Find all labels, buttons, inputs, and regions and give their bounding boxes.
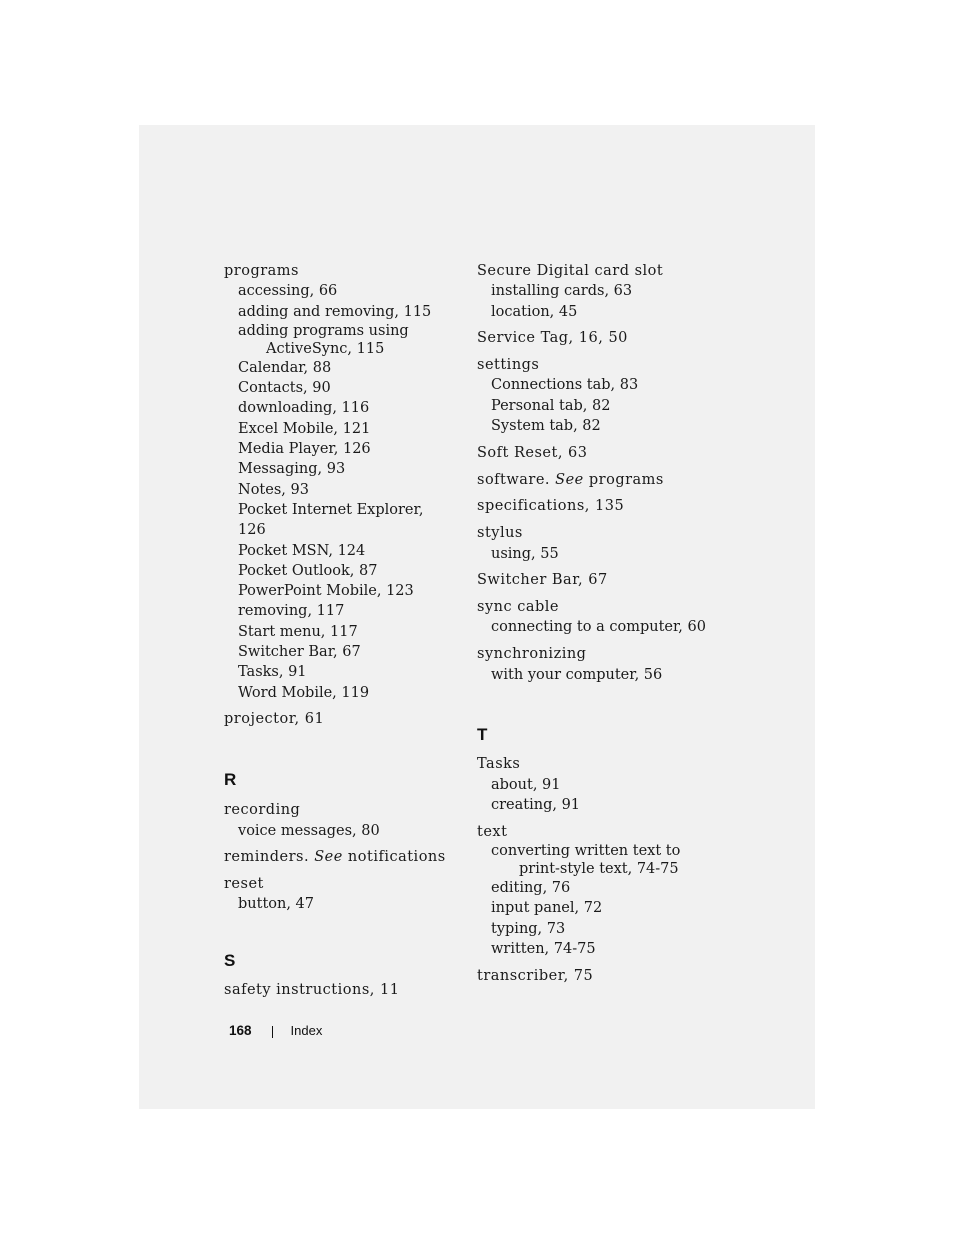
index-column-right (477, 261, 737, 993)
page-number: 168 (229, 1023, 252, 1038)
subentry: Pocket Internet Explorer, 126 (238, 501, 424, 539)
entry-heading: text (477, 823, 508, 840)
entry-heading: synchronizing (477, 646, 587, 663)
page-footer (229, 1023, 322, 1038)
subentry: creating, 91 (491, 796, 581, 813)
subentry: adding and removing, 115 (238, 303, 432, 320)
entry-text (477, 822, 737, 959)
entry-safety (224, 980, 454, 1000)
subentry: typing, 73 (491, 920, 566, 937)
subentry: Start menu, 117 (238, 623, 358, 640)
subentry: Contacts, 90 (238, 380, 331, 397)
entry-text: software. (477, 471, 556, 488)
footer-section-title: Index (290, 1023, 323, 1038)
entry-reset (224, 874, 454, 915)
subentry: removing, 117 (238, 603, 345, 620)
subentry: System tab, 82 (491, 418, 601, 435)
entry-projector (224, 709, 454, 729)
entry-switcher-bar (477, 570, 737, 590)
entry-tasks (477, 754, 737, 815)
entry-programs (224, 261, 454, 703)
subentry: accessing, 66 (238, 283, 338, 300)
subentry: Excel Mobile, 121 (238, 420, 371, 437)
entry-heading: Soft Reset, 63 (477, 444, 588, 461)
cross-reference-target: notifications (342, 849, 446, 866)
entry-heading: specifications, 135 (477, 498, 625, 515)
subentry: voice messages, 80 (238, 822, 380, 839)
subentry: location, 45 (491, 303, 578, 320)
section-letter-s: S (224, 951, 236, 971)
entry-heading: sync cable (477, 599, 559, 616)
subentry: Tasks, 91 (238, 664, 307, 681)
entry-specifications (477, 496, 737, 516)
entry-heading: Switcher Bar, 67 (477, 572, 608, 589)
subentry: input panel, 72 (491, 900, 603, 917)
footer-separator (272, 1026, 273, 1038)
entry-heading (224, 847, 454, 867)
entry-recording (224, 800, 454, 841)
section-letter-r: R (224, 770, 237, 790)
entry-soft-reset (477, 443, 737, 463)
subentry: Pocket MSN, 124 (238, 542, 366, 559)
subentry: Connections tab, 83 (491, 377, 639, 394)
entry-heading: Service Tag, 16, 50 (477, 330, 628, 347)
see-reference: See (314, 849, 343, 866)
subentry-continuation: print-style text, 74-75 (519, 861, 679, 878)
entry-text: reminders. (224, 849, 315, 866)
subentry: installing cards, 63 (491, 283, 633, 300)
subentry: Pocket Outlook, 87 (238, 562, 378, 579)
subentry: Personal tab, 82 (491, 397, 611, 414)
entry-heading: safety instructions, 11 (224, 982, 400, 999)
subentry: downloading, 116 (238, 400, 370, 417)
section-letter-t: T (477, 725, 488, 745)
subentry: about, 91 (491, 776, 561, 793)
subentry: PowerPoint Mobile, 123 (238, 583, 414, 600)
subentry: adding programs using (238, 322, 409, 339)
entry-reminders (224, 847, 454, 867)
subentry: converting written text to (491, 843, 681, 860)
entry-heading: settings (477, 357, 540, 374)
subentry: written, 74-75 (491, 940, 596, 957)
subentry: Switcher Bar, 67 (238, 644, 361, 661)
subentry: editing, 76 (491, 880, 571, 897)
entry-heading: Secure Digital card slot (477, 263, 664, 279)
entry-secure-digital (477, 261, 737, 322)
entry-settings (477, 355, 737, 436)
entry-heading: projector, 61 (224, 711, 325, 728)
entry-heading: reset (224, 876, 264, 893)
subentry: Notes, 93 (238, 481, 309, 498)
subentry-continuation: ActiveSync, 115 (266, 340, 385, 357)
entry-service-tag (477, 328, 737, 348)
cross-reference-target: programs (583, 471, 664, 488)
subentry: Word Mobile, 119 (238, 684, 370, 701)
entry-software (477, 470, 737, 490)
entry-heading: transcriber, 75 (477, 967, 594, 984)
subentry: using, 55 (491, 545, 559, 562)
subentry: connecting to a computer, 60 (491, 619, 706, 636)
subentry: Messaging, 93 (238, 461, 346, 478)
index-page (139, 125, 815, 1109)
subentry: with your computer, 56 (491, 666, 663, 683)
subentry: Calendar, 88 (238, 359, 332, 376)
entry-transcriber (477, 966, 737, 986)
entry-stylus (477, 523, 737, 564)
entry-heading: recording (224, 802, 301, 819)
see-reference: See (555, 471, 584, 488)
subentry: Media Player, 126 (238, 441, 371, 458)
entry-sync-cable (477, 597, 737, 638)
entry-synchronizing (477, 644, 737, 685)
index-column-left (224, 261, 454, 1007)
entry-heading: stylus (477, 525, 523, 542)
subentry: button, 47 (238, 896, 315, 913)
entry-heading (477, 470, 737, 490)
entry-heading: Tasks (477, 756, 521, 773)
entry-heading: programs (224, 263, 299, 279)
